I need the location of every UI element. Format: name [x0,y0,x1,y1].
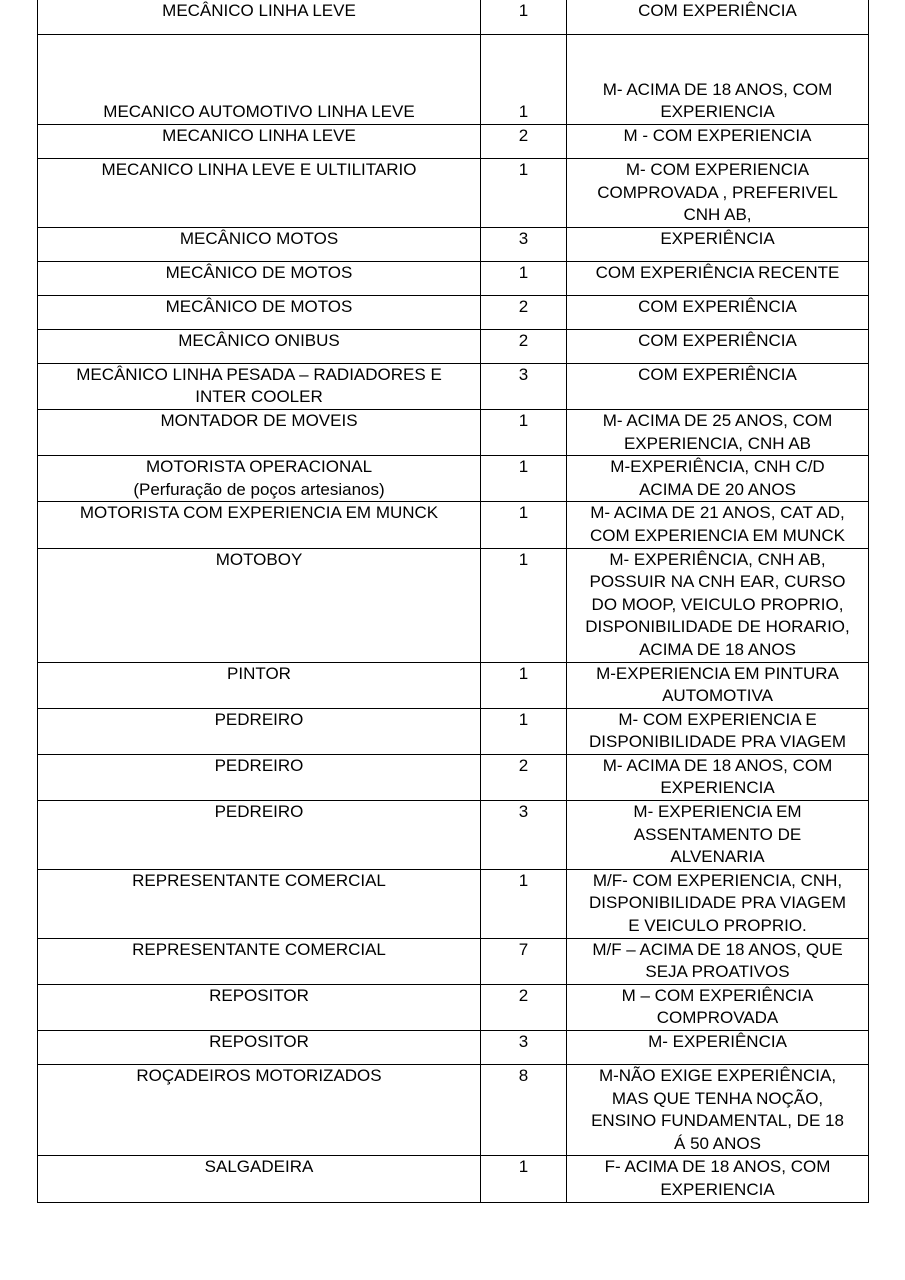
job-title-cell: MECÂNICO MOTOS [38,227,481,261]
table-row [38,159,869,228]
requirements-cell: M/F- COM EXPERIENCIA, CNH, DISPONIBILIDADE PRA VIAGEM E VEICULO PROPRIO. [567,869,869,938]
vacancy-count-cell: 2 [481,754,567,800]
table-row [38,708,869,754]
requirements-cell: M- ACIMA DE 18 ANOS, COM EXPERIENCIA [567,35,869,125]
vacancy-count-cell: 1 [481,708,567,754]
requirements-cell: M-EXPERIÊNCIA, CNH C/D ACIMA DE 20 ANOS [567,456,869,502]
requirements-cell: COM EXPERIÊNCIA RECENTE [567,261,869,295]
requirements-cell: COM EXPERIÊNCIA [567,295,869,329]
vacancy-count-cell: 2 [481,984,567,1030]
table-row [38,801,869,870]
requirements-cell: F- ACIMA DE 18 ANOS, COM EXPERIENCIA [567,1156,869,1202]
vacancy-count-cell: 1 [481,502,567,548]
vacancy-count-cell: 1 [481,261,567,295]
vacancy-count-cell: 1 [481,159,567,228]
table-row [38,1065,869,1156]
job-title-cell: MOTORISTA OPERACIONAL (Perfuração de poços artesianos) [38,456,481,502]
requirements-cell: M – COM EXPERIÊNCIA COMPROVADA [567,984,869,1030]
job-title-cell: PEDREIRO [38,754,481,800]
table-row [38,1031,869,1065]
vacancy-count-cell: 1 [481,548,567,662]
vacancy-count-cell: 1 [481,869,567,938]
requirements-cell: EXPERIÊNCIA [567,227,869,261]
table-row [38,456,869,502]
job-vacancies-body [38,0,869,1202]
requirements-cell: COM EXPERIÊNCIA [567,329,869,363]
vacancy-count-cell: 8 [481,1065,567,1156]
requirements-cell: M- EXPERIÊNCIA, CNH AB, POSSUIR NA CNH EAR, CURSO DO MOOP, VEICULO PROPRIO, DISPONIBILIDADE DE HORARIO, ACIMA DE 18 ANOS [567,548,869,662]
requirements-cell: COM EXPERIÊNCIA [567,363,869,409]
vacancy-count-cell: 1 [481,456,567,502]
requirements-cell: M - COM EXPERIENCIA [567,125,869,159]
requirements-cell: M-EXPERIENCIA EM PINTURA AUTOMOTIVA [567,662,869,708]
table-row [38,227,869,261]
job-title-cell: MECÂNICO LINHA LEVE [38,0,481,35]
job-vacancies-table [37,0,869,1203]
job-title-cell: MECÂNICO DE MOTOS [38,261,481,295]
table-row [38,754,869,800]
vacancy-count-cell: 3 [481,801,567,870]
job-title-cell: MECANICO LINHA LEVE [38,125,481,159]
table-row [38,1156,869,1202]
requirements-cell: M- COM EXPERIENCIA COMPROVADA , PREFERIVEL CNH AB, [567,159,869,228]
requirements-cell: COM EXPERIÊNCIA [567,0,869,35]
job-title-cell: SALGADEIRA [38,1156,481,1202]
table-row [38,662,869,708]
job-title-cell: MECÂNICO DE MOTOS [38,295,481,329]
table-row [38,261,869,295]
job-title-cell: PEDREIRO [38,801,481,870]
vacancy-count-cell: 3 [481,227,567,261]
table-row [38,502,869,548]
vacancy-count-cell: 1 [481,1156,567,1202]
job-title-cell: PEDREIRO [38,708,481,754]
requirements-cell: M- ACIMA DE 21 ANOS, CAT AD, COM EXPERIENCIA EM MUNCK [567,502,869,548]
table-row [38,363,869,409]
vacancy-count-cell: 1 [481,0,567,35]
table-row [38,125,869,159]
job-title-cell: MECÂNICO ONIBUS [38,329,481,363]
job-title-cell: REPRESENTANTE COMERCIAL [38,938,481,984]
job-title-cell: MECÂNICO LINHA PESADA – RADIADORES E INTER COOLER [38,363,481,409]
table-row [38,984,869,1030]
table-row [38,35,869,125]
job-title-cell: MONTADOR DE MOVEIS [38,409,481,455]
job-title-cell: MOTORISTA COM EXPERIENCIA EM MUNCK [38,502,481,548]
table-row [38,548,869,662]
job-title-cell: REPOSITOR [38,984,481,1030]
vacancy-count-cell: 2 [481,329,567,363]
vacancy-count-cell: 7 [481,938,567,984]
table-row [38,0,869,35]
requirements-cell: M- EXPERIENCIA EM ASSENTAMENTO DE ALVENARIA [567,801,869,870]
vacancy-count-cell: 2 [481,125,567,159]
job-title-cell: REPOSITOR [38,1031,481,1065]
requirements-cell: M- EXPERIÊNCIA [567,1031,869,1065]
vacancy-count-cell: 3 [481,363,567,409]
vacancy-count-cell: 3 [481,1031,567,1065]
table-row [38,938,869,984]
table-row [38,869,869,938]
table-row [38,295,869,329]
requirements-cell: M- COM EXPERIENCIA E DISPONIBILIDADE PRA VIAGEM [567,708,869,754]
job-title-cell: REPRESENTANTE COMERCIAL [38,869,481,938]
vacancy-count-cell: 1 [481,662,567,708]
job-title-cell: ROÇADEIROS MOTORIZADOS [38,1065,481,1156]
vacancy-count-cell: 1 [481,35,567,125]
vacancy-count-cell: 1 [481,409,567,455]
requirements-cell: M- ACIMA DE 25 ANOS, COM EXPERIENCIA, CNH AB [567,409,869,455]
job-title-cell: MECANICO LINHA LEVE E ULTILITARIO [38,159,481,228]
job-title-cell: MOTOBOY [38,548,481,662]
vacancy-count-cell: 2 [481,295,567,329]
requirements-cell: M-NÃO EXIGE EXPERIÊNCIA, MAS QUE TENHA NOÇÃO, ENSINO FUNDAMENTAL, DE 18 Á 50 ANOS [567,1065,869,1156]
job-title-cell: MECANICO AUTOMOTIVO LINHA LEVE [38,35,481,125]
requirements-cell: M- ACIMA DE 18 ANOS, COM EXPERIENCIA [567,754,869,800]
job-title-cell: PINTOR [38,662,481,708]
requirements-cell: M/F – ACIMA DE 18 ANOS, QUE SEJA PROATIVOS [567,938,869,984]
table-row [38,329,869,363]
table-row [38,409,869,455]
